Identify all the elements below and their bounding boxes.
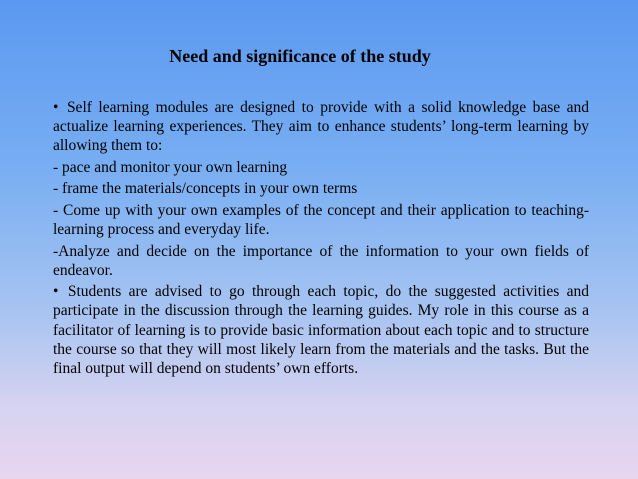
list-item-pace: - pace and monitor your own learning	[53, 158, 288, 176]
paragraph-students	[53, 282, 589, 377]
paragraph-text: Students are advised to go through each topic, do the suggested activities and participate in the discussion through the learning guides. My role in this course as a facilitator of learning is to provide basic information about each topic and to structure the course so that they will most likely learn from the materials and the tasks. But the final output will depend on students’ own efforts.	[53, 283, 590, 377]
list-item-examples: - Come up with your own examples of the concept and their application to teaching-learning process and everyday life.	[53, 201, 589, 239]
bullet-icon: •	[53, 99, 59, 116]
paragraph-self-learning	[53, 98, 589, 155]
list-item-frame: - frame the materials/concepts in your own terms	[53, 180, 358, 198]
slide-title: Need and significance of the study	[169, 46, 431, 66]
paragraph-text: Self learning modules are designed to provide with a solid knowledge base and actualize learning experiences. They aim to enhance students’ long-term learning by allowing them to:	[53, 99, 590, 155]
bullet-icon: •	[53, 283, 59, 301]
list-item-analyze: -Analyze and decide on the importance of the information to your own fields of endeavor.	[53, 242, 589, 279]
slide-body	[53, 98, 589, 380]
